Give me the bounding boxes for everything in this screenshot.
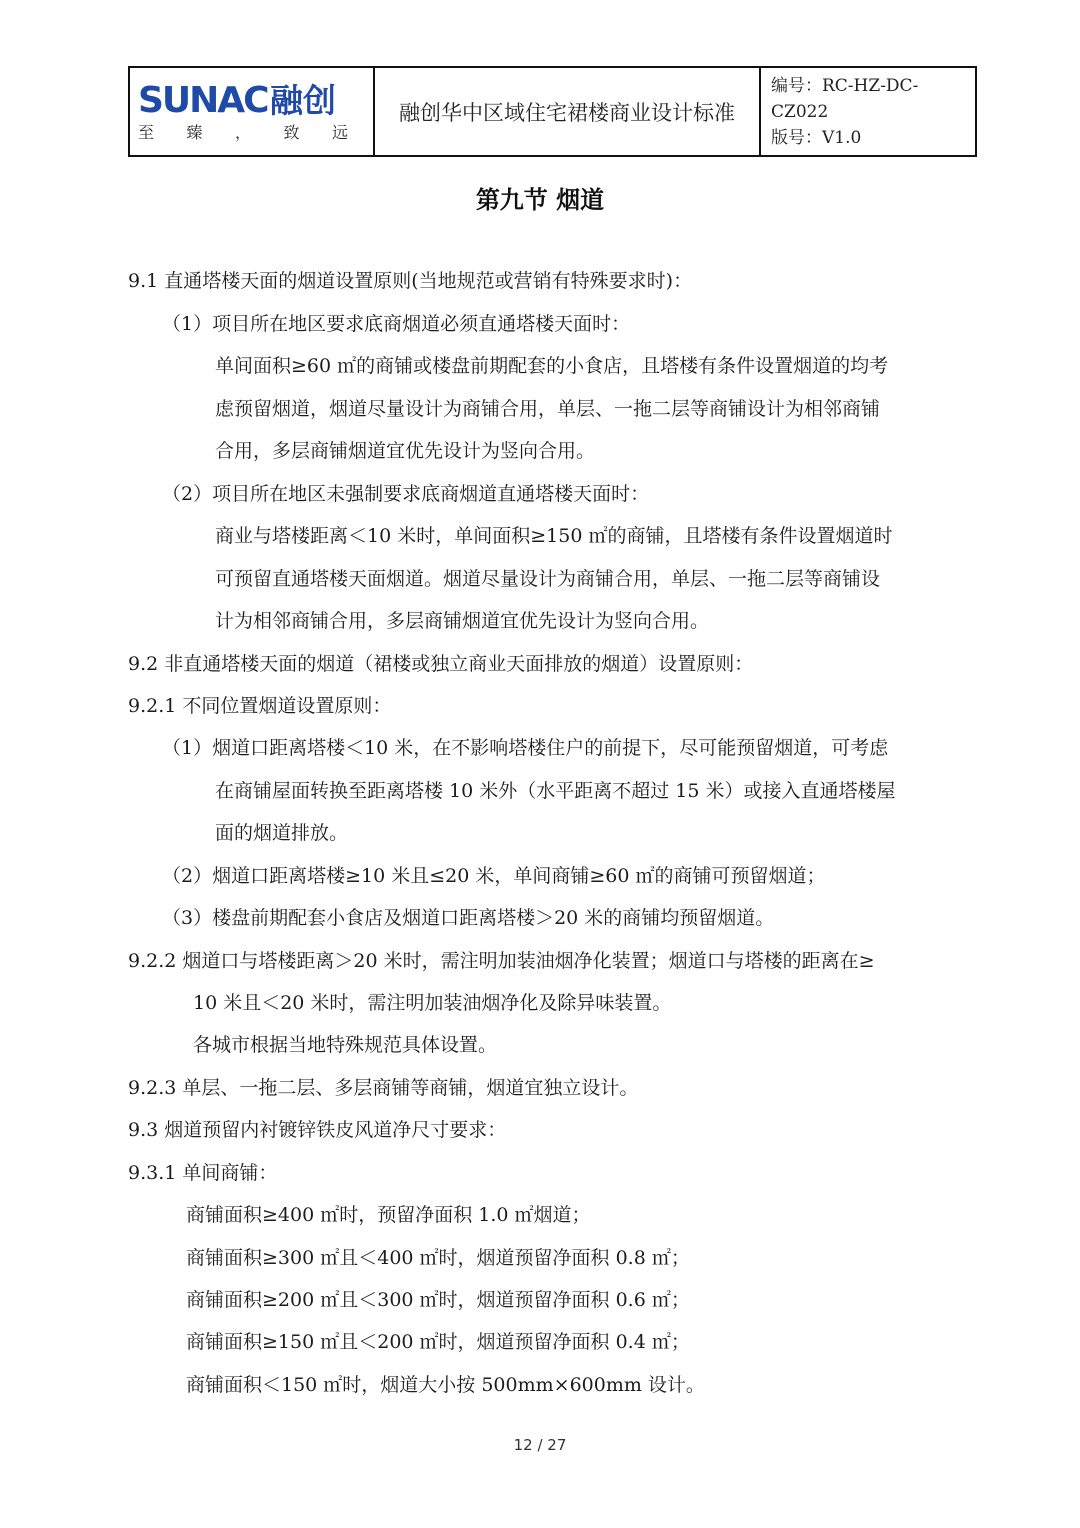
clause-9-2-2: 9.2.2 烟道口与塔楼距离＞20 米时，需注明加装油烟净化装置；烟道口与塔楼的距离在≥: [128, 950, 875, 972]
paragraph-line: 各城市根据当地特殊规范具体设置。: [193, 1034, 498, 1056]
clause-item: （2）烟道口距离塔楼≥10 米且≤20 米，单间商铺≥60 ㎡的商铺可预留烟道；: [162, 865, 826, 887]
slogan-char: 远: [331, 123, 348, 142]
slogan-char: 致: [283, 123, 300, 142]
document-header: [128, 66, 977, 157]
logo-slogan: [138, 120, 348, 143]
slogan-char: 至: [138, 123, 155, 142]
requirement-line: 商铺面积＜150 ㎡时，烟道大小按 500mm×600mm 设计。: [186, 1374, 705, 1396]
clause-item: （3）楼盘前期配套小食店及烟道口距离塔楼＞20 米的商铺均预留烟道。: [162, 907, 775, 929]
svg-text:融创: 融创: [270, 81, 336, 120]
page-number: 12 / 27: [513, 1436, 567, 1454]
paragraph-line: 在商铺屋面转换至距离塔楼 10 米外（水平距离不超过 15 米）或接入直通塔楼屋: [215, 780, 896, 802]
clause-item: （1）烟道口距离塔楼＜10 米，在不影响塔楼住户的前提下，尽可能预留烟道，可考虑: [162, 737, 889, 759]
paragraph-line: 虑预留烟道，烟道尽量设计为商铺合用，单层、一拖二层等商铺设计为相邻商铺: [215, 398, 881, 420]
document-version: 版号：V1.0: [771, 127, 862, 148]
document-meta: [761, 68, 975, 155]
requirement-line: 商铺面积≥400 ㎡时，预留净面积 1.0 ㎡烟道；: [186, 1204, 591, 1226]
requirement-line: 商铺面积≥200 ㎡且＜300 ㎡时，烟道预留净面积 0.6 ㎡；: [186, 1289, 690, 1311]
logo-cell: [130, 68, 375, 155]
clause-9-3: 9.3 烟道预留内衬镀锌铁皮风道净尺寸要求：: [128, 1119, 507, 1141]
requirement-line: 商铺面积≥300 ㎡且＜400 ㎡时，烟道预留净面积 0.8 ㎡；: [186, 1247, 690, 1269]
slogan-char: 臻: [186, 123, 203, 142]
paragraph-line: 商业与塔楼距离＜10 米时，单间面积≥150 ㎡的商铺，且塔楼有条件设置烟道时: [215, 525, 893, 547]
paragraph-line: 面的烟道排放。: [215, 822, 349, 844]
document-code: 编号：RC-HZ-DC-CZ022: [771, 75, 919, 122]
clause-9-2-1: 9.2.1 不同位置烟道设置原则：: [128, 695, 392, 717]
clause-9-3-1: 9.3.1 单间商铺：: [128, 1162, 278, 1184]
slogan-char: ，: [234, 123, 251, 142]
section-title: 第九节 烟道: [475, 186, 605, 214]
clause-9-2-3: 9.2.3 单层、一拖二层、多层商铺等商铺，烟道宜独立设计。: [128, 1077, 639, 1099]
document-title: 融创华中区域住宅裙楼商业设计标准: [375, 68, 761, 155]
paragraph-line: 10 米且＜20 米时，需注明加装油烟净化及除异味装置。: [193, 992, 672, 1014]
paragraph-line: 可预留直通塔楼天面烟道。烟道尽量设计为商铺合用，单层、一拖二层等商铺设: [215, 568, 881, 590]
clause-9-2: 9.2 非直通塔楼天面的烟道（裙楼或独立商业天面排放的烟道）设置原则：: [128, 653, 754, 675]
requirement-line: 商铺面积≥150 ㎡且＜200 ㎡时，烟道预留净面积 0.4 ㎡；: [186, 1331, 690, 1353]
clause-item: （2）项目所在地区未强制要求底商烟道直通塔楼天面时：: [162, 483, 650, 505]
svg-text:SUNAC: SUNAC: [138, 80, 268, 120]
clause-9-1: 9.1 直通塔楼天面的烟道设置原则(当地规范或营销有特殊要求时)：: [128, 270, 693, 292]
clause-item: （1）项目所在地区要求底商烟道必须直通塔楼天面时：: [162, 313, 631, 335]
paragraph-line: 单间面积≥60 ㎡的商铺或楼盘前期配套的小食店，且塔楼有条件设置烟道的均考: [215, 355, 889, 377]
paragraph-line: 计为相邻商铺合用，多层商铺烟道宜优先设计为竖向合用。: [215, 610, 710, 632]
paragraph-line: 合用，多层商铺烟道宜优先设计为竖向合用。: [215, 440, 596, 462]
sunac-logo: [138, 78, 363, 120]
